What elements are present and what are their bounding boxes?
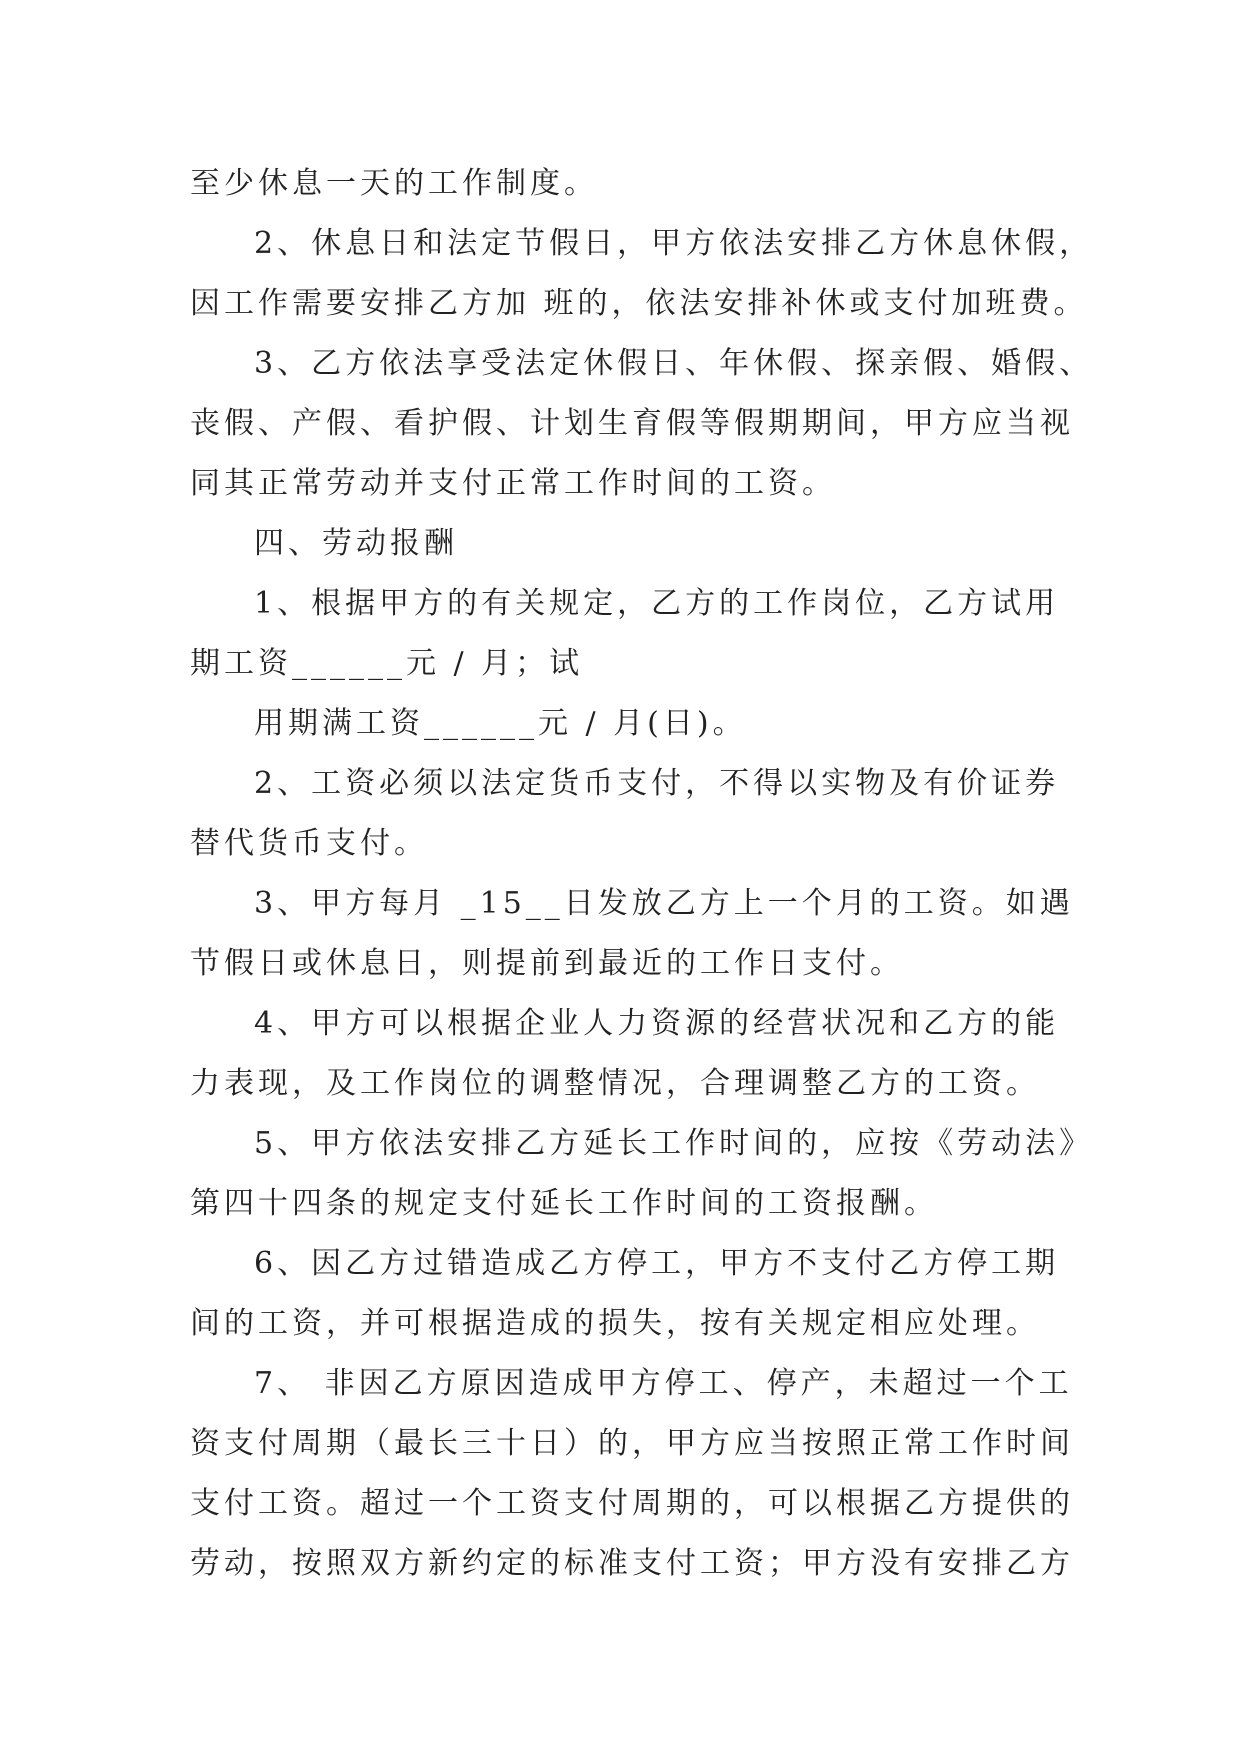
section-heading: 四、劳动报酬 — [254, 526, 458, 561]
text-line: 间的工资，并可根据造成的损失，按有关规定相应处理。 — [190, 1306, 1040, 1341]
text-line: 资支付周期（最长三十日）的，甲方应当按照正常工作时间 — [190, 1426, 1074, 1461]
text-line: 支付工资。超过一个工资支付周期的，可以根据乙方提供的 — [190, 1486, 1074, 1521]
text-line: 7、 非因乙方原因造成甲方停工、停产，未超过一个工 — [254, 1366, 1073, 1401]
text-line: 3、乙方依法享受法定休假日、年休假、探亲假、婚假、 — [254, 346, 1094, 381]
text-line: 5、甲方依法安排乙方延长工作时间的，应按《劳动法》 — [254, 1126, 1094, 1161]
text-line: 节假日或休息日，则提前到最近的工作日支付。 — [190, 946, 904, 981]
text-line: 用期满工资______元 / 月(日)。 — [254, 706, 747, 741]
text-line: 3、甲方每月 _15__日发放乙方上一个月的工资。如遇 — [254, 886, 1074, 921]
text-line: 因工作需要安排乙方加 班的，依法安排补休或支付加班费。 — [190, 286, 1088, 321]
text-line: 丧假、产假、看护假、计划生育假等假期期间，甲方应当视 — [190, 406, 1074, 441]
text-line: 1、根据甲方的有关规定，乙方的工作岗位，乙方试用 — [254, 586, 1060, 621]
text-line: 4、甲方可以根据企业人力资源的经营状况和乙方的能 — [254, 1006, 1060, 1041]
text-line: 同其正常劳动并支付正常工作时间的工资。 — [190, 466, 836, 501]
text-line: 第四十四条的规定支付延长工作时间的工资报酬。 — [190, 1186, 938, 1221]
text-line: 期工资______元 / 月；试 — [190, 646, 584, 681]
text-line: 力表现，及工作岗位的调整情况，合理调整乙方的工资。 — [190, 1066, 1040, 1101]
text-line: 劳动，按照双方新约定的标准支付工资；甲方没有安排乙方 — [190, 1546, 1074, 1581]
text-line: 2、工资必须以法定货币支付，不得以实物及有价证券 — [254, 766, 1060, 801]
text-line: 至少休息一天的工作制度。 — [190, 166, 598, 201]
text-line: 6、因乙方过错造成乙方停工，甲方不支付乙方停工期 — [254, 1246, 1060, 1281]
text-line: 替代货币支付。 — [190, 826, 428, 861]
text-line: 2、休息日和法定节假日，甲方依法安排乙方休息休假， — [254, 226, 1094, 261]
